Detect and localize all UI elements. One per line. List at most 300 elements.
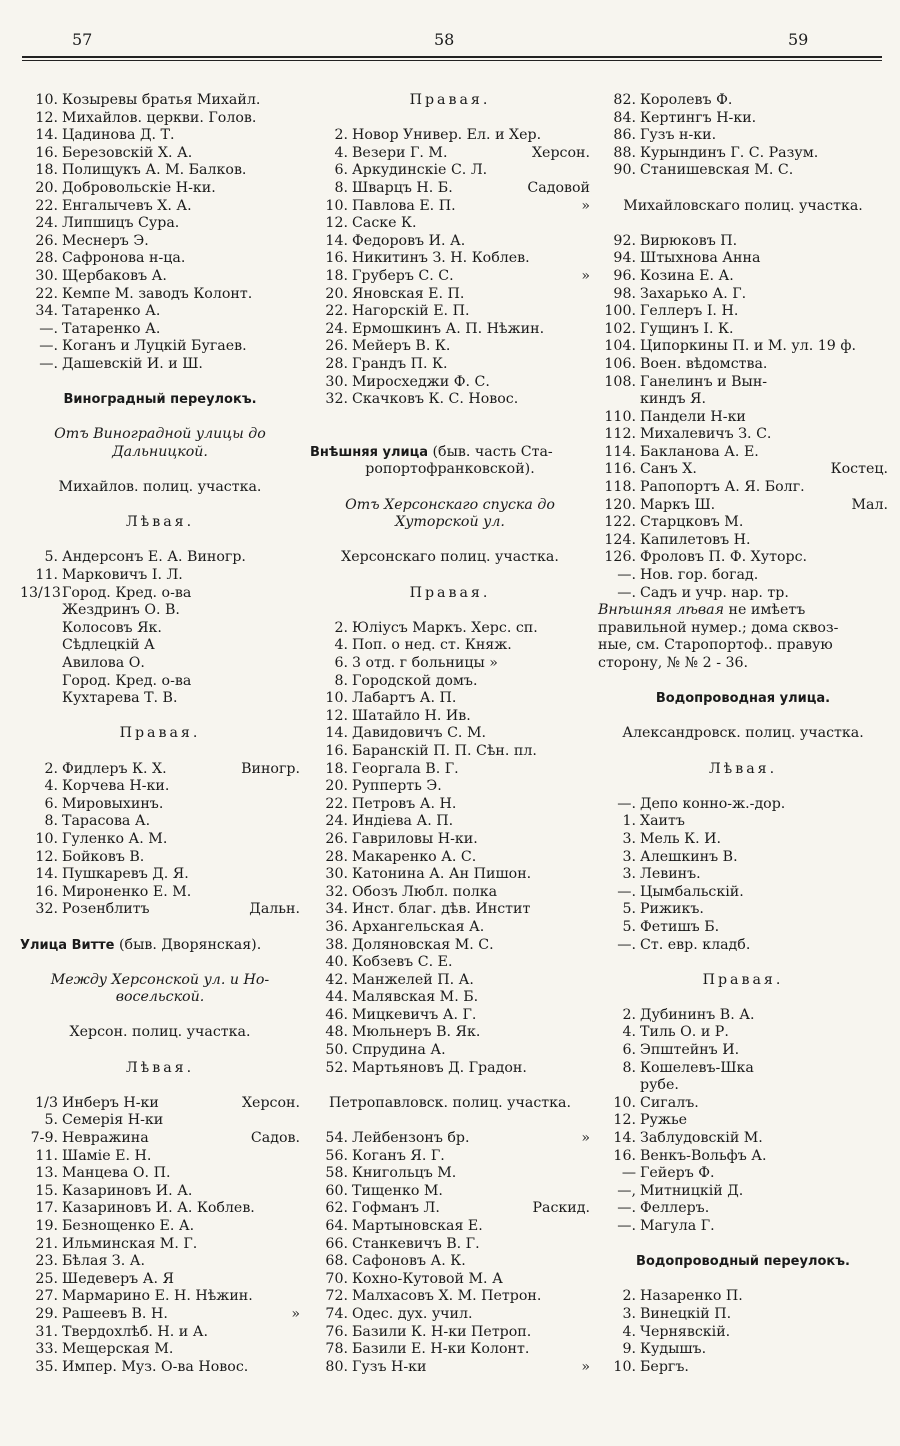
occupant-name: Груберъ С. С.: [352, 267, 454, 284]
occupant-name: Енгалычевъ X. А.: [62, 197, 192, 214]
occupant-name: Старцковъ М.: [640, 514, 744, 531]
occupant-name: Тищенко М.: [352, 1182, 443, 1199]
page-number-center: 58: [434, 30, 455, 49]
entry-row: [310, 1341, 590, 1359]
house-number: 15.: [35, 1182, 58, 1199]
house-number: 24.: [325, 813, 348, 830]
house-number: 16.: [35, 144, 58, 161]
entry-row: [310, 1359, 590, 1377]
entry-row: [310, 1324, 590, 1342]
house-number: 20.: [35, 179, 58, 196]
occupant-name: Кобзевъ С. Е.: [352, 954, 453, 971]
house-number: 38.: [325, 936, 348, 953]
entry-row: [310, 1060, 590, 1078]
house-number: 24.: [325, 320, 348, 337]
house-number: 16.: [613, 1147, 636, 1164]
page-number-right: 59: [788, 30, 809, 49]
entry-row: [598, 162, 888, 180]
house-number: 28.: [325, 848, 348, 865]
occupant-name: Ермошкинъ А. П. Нѣжин.: [352, 320, 545, 337]
occupant-name: Марковичъ I. Л.: [62, 567, 183, 584]
house-number: 4.: [622, 1024, 636, 1041]
house-number: 28.: [325, 355, 348, 372]
spacer: [598, 954, 888, 972]
house-number: —.: [617, 883, 636, 900]
entry-row: [310, 1236, 590, 1254]
house-number: 16.: [35, 883, 58, 900]
house-number: 74.: [325, 1305, 348, 1322]
occupant-name: Гавриловы Н-ки.: [352, 830, 478, 847]
entry-row: [598, 1306, 888, 1324]
occupant-name: Нагорскій Е. П.: [352, 303, 470, 320]
entry-row: [310, 725, 590, 743]
spacer: [20, 461, 300, 479]
house-number: 22.: [35, 285, 58, 302]
occupant-name: Митницкій Д.: [640, 1182, 744, 1199]
section-heading: Водопроводная улица.: [655, 691, 831, 707]
entry-row: [310, 655, 590, 673]
house-number: 22.: [325, 303, 348, 320]
occupant-name: Баранскій П. П. Сѣн. пл.: [352, 742, 537, 759]
occupant-name: Мартыновская Е.: [352, 1218, 483, 1234]
house-number: 18.: [325, 267, 348, 284]
entry-row: [20, 145, 300, 163]
occupant-name: Ст. евр. кладб.: [640, 936, 751, 953]
house-number: 6.: [622, 1042, 636, 1059]
house-number: 6.: [334, 655, 348, 671]
entry-row: [598, 1024, 888, 1042]
occupant-name: Базили К. Н-ки Петроп.: [352, 1323, 532, 1340]
occupant-name: Шварцъ Н. Б.: [352, 179, 453, 196]
occupant-name: Пандели Н-ки: [640, 408, 746, 425]
entry-row: [20, 1359, 300, 1377]
occupant-name: Татаренко А.: [62, 303, 161, 320]
entry-row: [598, 268, 888, 286]
house-number: 17.: [35, 1200, 58, 1217]
spacer: [598, 180, 888, 198]
house-number: 22.: [325, 795, 348, 812]
section-heading-note: (быв. Дворянская).: [114, 936, 262, 953]
house-number: 13.: [35, 1165, 58, 1182]
entry-row: [20, 1288, 300, 1306]
house-number: 8.: [334, 179, 348, 196]
house-number: 84.: [613, 109, 636, 126]
occupant-name: Безнощенко Е. А.: [62, 1218, 195, 1234]
entry-row: [20, 110, 300, 128]
house-number: 2.: [622, 1006, 636, 1023]
occupant-name: Козина Е. А.: [640, 267, 734, 284]
house-number: 52.: [325, 1059, 348, 1076]
occupant-name: Мировыхинъ.: [62, 795, 164, 812]
side-label: Правая.: [702, 971, 784, 988]
occupant-name: Манжелей П. А.: [352, 971, 474, 988]
header-rule-thin: [22, 60, 882, 61]
house-number: —.: [39, 320, 58, 337]
side-label: Правая.: [119, 725, 201, 742]
entry-row: [310, 813, 590, 831]
page-number-left: 57: [72, 30, 93, 49]
entry-row: [598, 110, 888, 128]
house-number: 20.: [325, 285, 348, 302]
page-numbers: [0, 30, 900, 54]
house-number: 122.: [604, 514, 636, 531]
house-number: —.: [617, 567, 636, 584]
entry-row: [20, 585, 300, 603]
house-number: —.: [39, 338, 58, 355]
occupant-name: Манцева О. П.: [62, 1165, 171, 1182]
occupant-name: Чернявскій.: [640, 1323, 731, 1340]
occupant-name: Капилетовъ Н.: [640, 531, 751, 548]
side-label: Лѣвая.: [125, 514, 195, 531]
entry-row: [310, 145, 590, 163]
occupant-name: Мещерская М.: [62, 1341, 174, 1358]
entry-row: [598, 409, 888, 427]
house-number: 96.: [613, 267, 636, 284]
occupant-name: Мармарино Е. Н. Нѣжин.: [62, 1288, 253, 1305]
section-heading-title: Внѣшняя улица: [310, 444, 428, 460]
entry-row: [20, 1253, 300, 1271]
spacer: [310, 1112, 590, 1130]
entry-row: [598, 444, 888, 462]
house-number: 112.: [604, 426, 636, 443]
occupant-name: Фроловъ П. Ф. Хуторс.: [640, 549, 808, 566]
column-middle: [310, 92, 590, 1376]
entry-row: [310, 937, 590, 955]
entry-row: [20, 92, 300, 110]
occupant-name: Ильминская М. Г.: [62, 1235, 198, 1252]
cross-street: Виногр.: [241, 760, 300, 777]
side-label: Лѣвая.: [708, 760, 778, 777]
house-number: 2.: [44, 760, 58, 777]
occupant-name: 3 отд. г больницы »: [352, 655, 498, 671]
occupant-name: Твердохлѣб. Н. и А.: [62, 1323, 208, 1340]
entry-row: [20, 321, 300, 339]
entry-row: [310, 1007, 590, 1025]
house-number: 26.: [325, 830, 348, 847]
entry-row: [598, 937, 888, 955]
house-number: —.: [617, 584, 636, 601]
entry-row: [20, 1130, 300, 1148]
entry-row: [310, 1165, 590, 1183]
section-subtitle: Дальницкой.: [112, 443, 208, 460]
entry-row: [20, 849, 300, 867]
section-heading-note: (быв. часть Ста-: [427, 443, 553, 460]
entry-row: [20, 250, 300, 268]
occupant-name: Базили Е. Н-ки Колонт.: [352, 1341, 530, 1358]
entry-row: [598, 549, 888, 567]
house-number: 19.: [35, 1218, 58, 1234]
entry-row: [20, 338, 300, 356]
house-number: 126.: [604, 549, 636, 566]
cross-street: Раскид.: [532, 1200, 590, 1217]
cross-street: Херсон.: [241, 1094, 300, 1111]
occupant-name: Санъ X.: [640, 461, 697, 478]
entry-row: [598, 901, 888, 919]
occupant-name: Спрудина А.: [352, 1042, 446, 1059]
house-number: 14.: [325, 232, 348, 249]
entry-row: [598, 1148, 888, 1166]
spacer: [598, 743, 888, 761]
section-subtitle: Отъ Виноградной улицы до: [54, 426, 266, 443]
entry-row: [598, 1112, 888, 1130]
house-number: 4.: [44, 778, 58, 795]
occupant-name: Феллеръ.: [640, 1200, 710, 1217]
occupant-name: Никитинъ З. Н. Коблев.: [352, 250, 530, 267]
occupant-name: Малявская М. Б.: [352, 989, 479, 1006]
occupant-name: Обозъ Любл. полка: [352, 883, 498, 900]
entry-row: [310, 884, 590, 902]
note-emphasis: Внѣшняя лѣвая: [598, 602, 725, 619]
spacer: [20, 1077, 300, 1095]
occupant-name: Тарасова А.: [62, 813, 151, 830]
entry-row: [310, 831, 590, 849]
house-number: 94.: [613, 250, 636, 267]
house-number: 4.: [622, 1323, 636, 1340]
entry-row: [598, 1130, 888, 1148]
entry-row: [598, 866, 888, 884]
entry-row: [310, 356, 590, 374]
district-label: Александровск. полиц. участка.: [622, 725, 864, 742]
column-right: [598, 92, 888, 1376]
house-number: 26.: [35, 232, 58, 249]
house-number: 20.: [325, 778, 348, 795]
entry-row: [20, 1218, 300, 1236]
entry-row: [20, 268, 300, 286]
house-number: 56.: [325, 1147, 348, 1164]
occupant-name: Михалевичъ З. С.: [640, 426, 772, 443]
occupant-name: Мартьяновъ Д. Градон.: [352, 1059, 527, 1076]
occupant-name: Новор Унивеp. Ел. и Хер.: [352, 127, 542, 144]
entry-row: [598, 1288, 888, 1306]
entry-row: [310, 391, 590, 409]
occupant-name: Город. Кред. о-ва: [62, 584, 192, 601]
house-number: 124.: [604, 531, 636, 548]
house-number: 10.: [325, 197, 348, 214]
occupant-name: Ганелинъ и Вын-: [640, 373, 768, 390]
entry-row: [598, 321, 888, 339]
occupant-name: Коганъ Я. Г.: [352, 1147, 445, 1164]
occupant-name: Винецкій П.: [640, 1305, 732, 1322]
entry-continuation: Кухтарева Т. В.: [62, 690, 178, 707]
spacer: [598, 215, 888, 233]
occupant-name: Миросхеджи Ф. С.: [352, 373, 490, 390]
occupant-name: Мель К. И.: [640, 830, 722, 847]
occupant-name: Штыхнова Анна: [640, 250, 761, 267]
entry-row: [598, 1324, 888, 1342]
entry-row: [20, 1112, 300, 1130]
spacer: [310, 110, 590, 128]
occupant-name: Курындинъ Г. С. Разум.: [640, 144, 819, 161]
entry-row: [598, 813, 888, 831]
entry-row: [598, 514, 888, 532]
occupant-name: Архангельская А.: [352, 918, 485, 935]
occupant-name: Лабартъ А. П.: [352, 690, 457, 707]
entry-row: [598, 145, 888, 163]
house-number: 6.: [44, 795, 58, 812]
occupant-name: Юліусъ Маркъ. Херс. сп.: [352, 619, 538, 636]
entry-row: [598, 585, 888, 603]
section-heading: [310, 444, 590, 462]
house-number: 62.: [325, 1200, 348, 1217]
house-number: 32.: [325, 883, 348, 900]
occupant-name: Алешкинъ В.: [640, 848, 738, 865]
house-number: 42.: [325, 971, 348, 988]
cross-street: »: [581, 1130, 590, 1147]
house-number: 30.: [325, 866, 348, 883]
house-number: 102.: [604, 320, 636, 337]
occupant-name: Дубининъ В. А.: [640, 1006, 755, 1023]
occupant-name: Кошелевъ-Шка: [640, 1059, 754, 1076]
occupant-name: Казариновъ И. А. Коблев.: [62, 1200, 255, 1217]
entry-row: [598, 92, 888, 110]
entry-continuation: Колосовъ Як.: [62, 619, 162, 636]
occupant-name: Добровольскіе Н-ки.: [62, 179, 216, 196]
occupant-name: Козыревы братья Михайл.: [62, 92, 261, 108]
occupant-name: Рупперть Э.: [352, 778, 442, 795]
occupant-name: Инберъ Н-ки: [62, 1094, 159, 1111]
side-label: Правая.: [409, 92, 491, 108]
house-number: 18.: [35, 162, 58, 179]
house-number: 66.: [325, 1235, 348, 1252]
house-number: 108.: [604, 373, 636, 390]
occupant-name: Розенблитъ: [62, 901, 150, 918]
house-number: 54.: [325, 1130, 348, 1147]
house-number: —,: [617, 1182, 636, 1199]
occupant-name: Импер. Муз. О-ва Новос.: [62, 1358, 249, 1375]
house-number: 3.: [622, 830, 636, 847]
entry-row: [20, 1306, 300, 1324]
entry-row: [310, 919, 590, 937]
occupant-name: Бойковъ В.: [62, 848, 145, 865]
spacer: [310, 532, 590, 550]
house-number: 110.: [604, 408, 636, 425]
occupant-name: Коганъ и Луцкій Бугаев.: [62, 338, 247, 355]
entry-row: [310, 1183, 590, 1201]
entry-row: [310, 743, 590, 761]
house-number: 13/13: [20, 584, 61, 601]
occupant-name: Сигалъ.: [640, 1094, 699, 1111]
entry-continuation: Жездринъ О. В.: [62, 602, 180, 619]
entry-row: [20, 198, 300, 216]
house-number: 36.: [325, 918, 348, 935]
house-number: 21.: [35, 1235, 58, 1252]
entry-row: [20, 1200, 300, 1218]
occupant-name: Лейбензонъ бр.: [352, 1130, 470, 1147]
entry-row: [20, 1183, 300, 1201]
spacer: [310, 479, 590, 497]
house-number: 14.: [35, 866, 58, 883]
occupant-name: Нов. гор. богад.: [640, 567, 759, 584]
occupant-name: Захарько А. Г.: [640, 285, 747, 302]
occupant-name: Воен. вѣдомства.: [640, 355, 768, 372]
entry-row: [20, 1095, 300, 1113]
district-label: Херсонскаго полиц. участка.: [341, 549, 559, 566]
house-number: 3.: [622, 866, 636, 883]
occupant-name: Кохно-Кутовой М. А: [352, 1270, 503, 1287]
house-number: —: [621, 1165, 636, 1182]
spacer: [20, 409, 300, 427]
house-number: 12.: [613, 1112, 636, 1129]
house-number: 5.: [44, 1112, 58, 1129]
house-number: 92.: [613, 232, 636, 249]
occupant-name: Рашеевъ В. Н.: [62, 1305, 168, 1322]
cross-street: »: [291, 1305, 300, 1322]
house-number: 6.: [334, 162, 348, 179]
entry-row: [310, 250, 590, 268]
occupant-name: Березовскій X. А.: [62, 144, 193, 161]
entry-row: [310, 954, 590, 972]
occupant-name: Шаміе Е. Н.: [62, 1147, 152, 1164]
occupant-name: Шатайло Н. Ив.: [352, 707, 471, 724]
house-number: 10.: [613, 1094, 636, 1111]
spacer: [20, 1042, 300, 1060]
occupant-name: Садъ и учр. нар. тр.: [640, 584, 789, 601]
cross-street: Костец.: [830, 461, 888, 478]
entry-row: [310, 673, 590, 691]
occupant-name: Шедеверъ А. Я: [62, 1270, 174, 1287]
entry-row: [598, 1007, 888, 1025]
house-number: 23.: [35, 1253, 58, 1270]
entry-row: [310, 1042, 590, 1060]
occupant-name: Депо конно-ж.-дор.: [640, 795, 786, 812]
entry-continuation: Город. Кред. о-ва: [62, 672, 192, 689]
entry-row: [20, 549, 300, 567]
entry-row: [310, 620, 590, 638]
spacer: [598, 1271, 888, 1289]
entry-row: [20, 180, 300, 198]
spacer: [598, 673, 888, 691]
cross-street: Дальн.: [249, 901, 300, 918]
house-number: 14.: [35, 127, 58, 144]
entry-row: [310, 338, 590, 356]
house-number: 10.: [613, 1358, 636, 1375]
occupant-name: Макаренко А. С.: [352, 848, 477, 865]
house-number: 32.: [35, 901, 58, 918]
occupant-name: Щербаковъ А.: [62, 267, 167, 284]
occupant-name: Маркъ Ш.: [640, 496, 716, 513]
occupant-name: Мюльнеръ В. Як.: [352, 1024, 481, 1041]
house-number: —.: [39, 355, 58, 372]
entry-row: [310, 849, 590, 867]
entry-row: [598, 338, 888, 356]
house-number: —.: [617, 1218, 636, 1234]
entry-row: [598, 426, 888, 444]
entry-row: [310, 761, 590, 779]
house-number: 64.: [325, 1218, 348, 1234]
occupant-name: Гузъ н-ки.: [640, 127, 717, 144]
entry-row: [598, 497, 888, 515]
house-number: 35.: [35, 1358, 58, 1375]
occupant-name: Заблудовскій М.: [640, 1130, 763, 1147]
side-label: Лѣвая.: [125, 1059, 195, 1076]
entry-row: [598, 286, 888, 304]
entry-row: [20, 1165, 300, 1183]
occupant-name: Меснеръ Э.: [62, 232, 149, 249]
house-number: 50.: [325, 1042, 348, 1059]
house-number: 80.: [325, 1358, 348, 1375]
house-number: 28.: [35, 250, 58, 267]
entry-row: [310, 162, 590, 180]
occupant-name: Гуленко А. М.: [62, 830, 168, 847]
house-number: 9.: [622, 1341, 636, 1358]
occupant-name: Саске К.: [352, 215, 417, 232]
entry-row: [310, 637, 590, 655]
section-subtitle: Хуторской ул.: [395, 514, 505, 531]
house-number: 82.: [613, 92, 636, 108]
entry-row: [598, 303, 888, 321]
entry-row: [20, 901, 300, 919]
entry-row: [310, 901, 590, 919]
